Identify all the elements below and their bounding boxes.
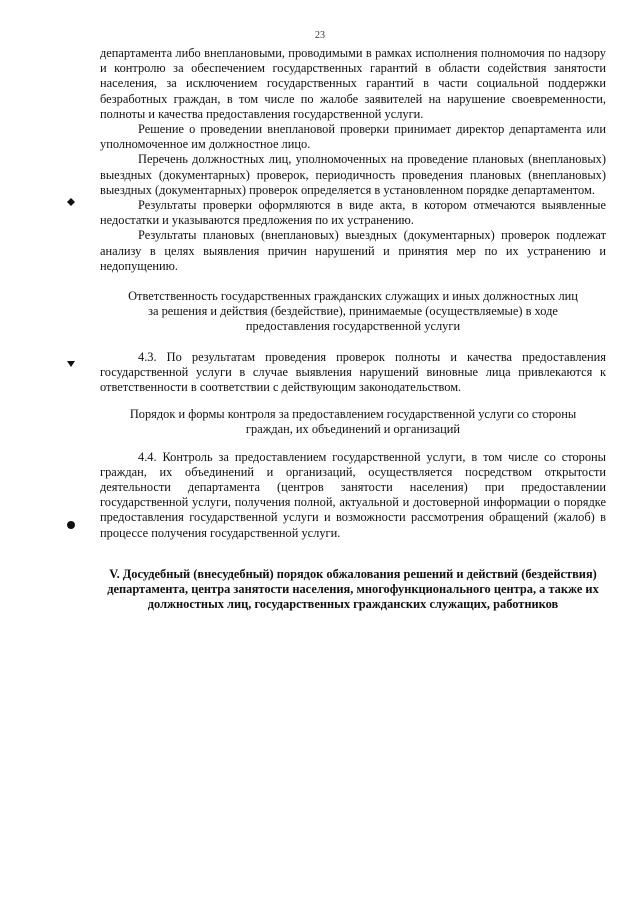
page-number: 23 — [315, 30, 325, 41]
paragraph: Решение о проведении внеплановой проверки принимает директор департамента или уполномоченное им должностное лицо. — [100, 122, 606, 152]
document-body — [100, 46, 606, 613]
binding-hole-mark — [66, 520, 76, 530]
paragraph: Результаты проверки оформляются в виде акта, в котором отмечаются выявленные недостатки и указываются предложения по их устранению. — [100, 198, 606, 228]
chapter-heading: V. Досудебный (внесудебный) порядок обжалования решений и действий (бездействия) департамента, центра занятости населения, многофункционального центра, а также их должностных лиц, государственных гражданских служащих, работников — [107, 566, 599, 612]
binding-hole-mark — [66, 358, 76, 368]
paragraph: департамента либо внеплановыми, проводимыми в рамках исполнения полномочия по надзору и контролю за обеспечением государственных гарантий в области содействия занятости населения, за исключением государственных гарантий в части социальной поддержки безработных граждан, в том числе по жалобе заявителей на нарушение своевременности, полноты и качества предоставления государственной услуги. — [100, 46, 606, 121]
section-heading: Ответственность государственных гражданских служащих и иных должностных лиц за решения и действия (бездействие), принимаемые (осуществляемые) в ходе предоставления государственной услуги — [128, 289, 578, 334]
paragraph: 4.4. Контроль за предоставлением государственной услуги, в том числе со стороны граждан, их объединений и организаций, осуществляется посредством открытости деятельности департамента (центров занятости населения) при предоставлении государственной услуги, получения полной, актуальной и достоверной информации о порядке предоставления государственной услуги и возможности рассмотрения обращений (жалоб) в процессе получения государственной услуги. — [100, 449, 606, 540]
paragraph: Перечень должностных лиц, уполномоченных на проведение плановых (внеплановых) выездных (документарных) проверок, периодичность проведения плановых (внеплановых) выездных (документарных) проверок определяется в установленном порядке департаментом. — [100, 152, 606, 197]
paragraph: Результаты плановых (внеплановых) выездных (документарных) проверок подлежат анализу в целях выявления причин нарушений и принятия мер по их устранению и недопущению. — [100, 228, 606, 273]
paragraph: 4.3. По результатам проведения проверок полноты и качества предоставления государственной услуги в случае выявления нарушений виновные лица привлекаются к ответственности в соответствии с действующим законодательством. — [100, 349, 606, 395]
section-heading: Порядок и формы контроля за предоставлением государственной услуги со стороны граждан, их объединений и организаций — [129, 407, 577, 437]
binding-hole-mark — [66, 197, 76, 207]
